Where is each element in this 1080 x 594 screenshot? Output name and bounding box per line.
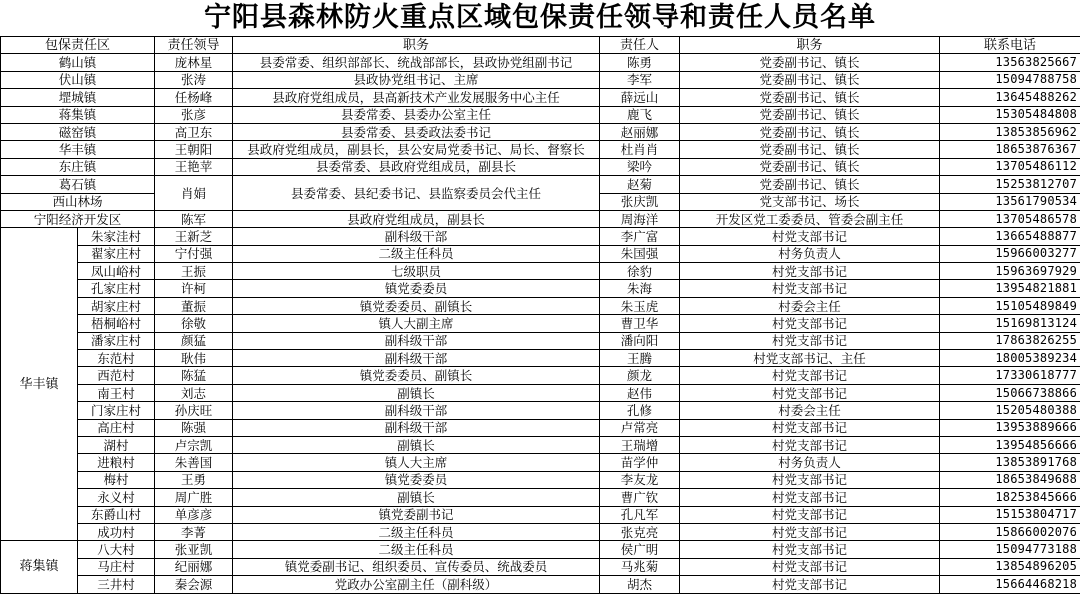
person-post-cell: 党委副书记、镇长 xyxy=(680,158,940,175)
village-cell: 永义村 xyxy=(78,489,155,506)
area-cell: 磁窑镇 xyxy=(1,123,155,140)
person-post-cell: 村党支部书记 xyxy=(680,541,940,558)
table-row xyxy=(1,523,1080,540)
table-row xyxy=(1,367,1080,384)
area-cell: 堽城镇 xyxy=(1,89,155,106)
person-cell: 张克亮 xyxy=(600,523,680,540)
village-cell: 门家庄村 xyxy=(78,402,155,419)
phone-cell: 18653849688 xyxy=(940,471,1080,488)
area-cell: 鹤山镇 xyxy=(1,54,155,71)
table-row xyxy=(1,350,1080,367)
person-cell: 徐豹 xyxy=(600,263,680,280)
town-cell: 蒋集镇 xyxy=(1,541,78,593)
leader-post-cell: 县政协党组书记、主席 xyxy=(233,71,600,88)
leader-post-cell: 县政府党组成员，县高新技术产业发展服务中心主任 xyxy=(233,89,600,106)
person-post-cell: 村党支部书记 xyxy=(680,489,940,506)
table-row xyxy=(1,576,1080,593)
person-post-cell: 村党支部书记 xyxy=(680,332,940,349)
person-post-cell: 村党支部书记 xyxy=(680,419,940,436)
village-cell: 八大村 xyxy=(78,541,155,558)
person-cell: 杜肖肖 xyxy=(600,141,680,158)
table-row xyxy=(1,123,1080,140)
leader-post-cell: 县委常委、县委政法委书记 xyxy=(233,123,600,140)
leader-cell: 卢宗凯 xyxy=(155,436,233,453)
table-row xyxy=(1,489,1080,506)
phone-cell: 18653876367 xyxy=(940,141,1080,158)
leader-cell: 秦会源 xyxy=(155,576,233,593)
person-cell: 李广富 xyxy=(600,228,680,245)
person-post-cell: 党委副书记、镇长 xyxy=(680,176,940,193)
village-cell: 翟家庄村 xyxy=(78,245,155,262)
leader-post-cell: 副科级干部 xyxy=(233,419,600,436)
header-row xyxy=(1,37,1080,54)
leader-post-cell: 县委常委、组织部部长、统战部部长，县政协党组副书记 xyxy=(233,54,600,71)
leader-cell: 许柯 xyxy=(155,280,233,297)
table-row xyxy=(1,245,1080,262)
leader-cell: 王新芝 xyxy=(155,228,233,245)
phone-cell: 18253845666 xyxy=(940,489,1080,506)
person-post-cell: 村党支部书记 xyxy=(680,280,940,297)
header-person-post: 职务 xyxy=(680,37,940,54)
person-post-cell: 村党支部书记 xyxy=(680,471,940,488)
phone-cell: 15153804717 xyxy=(940,506,1080,523)
village-cell: 南王村 xyxy=(78,384,155,401)
person-post-cell: 村委会主任 xyxy=(680,402,940,419)
person-post-cell: 党委副书记、镇长 xyxy=(680,89,940,106)
table-row xyxy=(1,541,1080,558)
leader-post-cell: 镇人大主席 xyxy=(233,454,600,471)
leader-post-cell: 镇党委委员、副镇长 xyxy=(233,367,600,384)
person-cell: 孔修 xyxy=(600,402,680,419)
phone-cell: 13853856962 xyxy=(940,123,1080,140)
person-cell: 李友龙 xyxy=(600,471,680,488)
person-post-cell: 村务负责人 xyxy=(680,454,940,471)
person-post-cell: 村党支部书记 xyxy=(680,436,940,453)
village-cell: 东范村 xyxy=(78,350,155,367)
leader-cell: 董振 xyxy=(155,297,233,314)
table-row xyxy=(1,436,1080,453)
leader-post-cell: 镇党委委员、副镇长 xyxy=(233,297,600,314)
leader-cell: 王艳苹 xyxy=(155,158,233,175)
person-cell: 张庆凯 xyxy=(600,193,680,210)
person-cell: 曹广钦 xyxy=(600,489,680,506)
village-cell: 潘家庄村 xyxy=(78,332,155,349)
phone-cell: 15205480388 xyxy=(940,402,1080,419)
leader-post-cell: 二级主任科员 xyxy=(233,245,600,262)
phone-cell: 15066738866 xyxy=(940,384,1080,401)
roster-body xyxy=(1,54,1080,593)
person-cell: 鹿飞 xyxy=(600,106,680,123)
phone-cell: 13665488877 xyxy=(940,228,1080,245)
leader-post-cell: 党政办公室副主任（副科级） xyxy=(233,576,600,593)
village-cell: 东爵山村 xyxy=(78,506,155,523)
leader-post-cell: 七级职员 xyxy=(233,263,600,280)
person-post-cell: 村党支部书记 xyxy=(680,384,940,401)
leader-post-cell: 县政府党组成员，副县长 xyxy=(233,210,600,227)
phone-cell: 17330618777 xyxy=(940,367,1080,384)
leader-cell: 张彦 xyxy=(155,106,233,123)
person-cell: 周海洋 xyxy=(600,210,680,227)
table-row xyxy=(1,141,1080,158)
person-cell: 赵丽娜 xyxy=(600,123,680,140)
person-post-cell: 开发区党工委委员、管委会副主任 xyxy=(680,210,940,227)
person-cell: 朱国强 xyxy=(600,245,680,262)
phone-cell: 15963697929 xyxy=(940,263,1080,280)
person-post-cell: 村务负责人 xyxy=(680,245,940,262)
header-leader: 责任领导 xyxy=(155,37,233,54)
leader-post-cell: 副科级干部 xyxy=(233,350,600,367)
town-cell: 华丰镇 xyxy=(1,228,78,541)
phone-cell: 13563825667 xyxy=(940,54,1080,71)
leader-post-cell: 县委常委、县纪委书记、县监察委员会代主任 xyxy=(233,176,600,211)
village-cell: 梅村 xyxy=(78,471,155,488)
phone-cell: 15094788758 xyxy=(940,71,1080,88)
phone-cell: 15966003277 xyxy=(940,245,1080,262)
phone-cell: 17863826255 xyxy=(940,332,1080,349)
leader-cell: 张涛 xyxy=(155,71,233,88)
table-row xyxy=(1,263,1080,280)
leader-post-cell: 县政府党组成员，副县长，县公安局党委书记、局长、督察长 xyxy=(233,141,600,158)
phone-cell: 13853891768 xyxy=(940,454,1080,471)
table-row xyxy=(1,106,1080,123)
phone-cell: 15305484808 xyxy=(940,106,1080,123)
leader-cell: 陈猛 xyxy=(155,367,233,384)
phone-cell: 13645488262 xyxy=(940,89,1080,106)
person-cell: 胡杰 xyxy=(600,576,680,593)
leader-post-cell: 镇党委委员 xyxy=(233,280,600,297)
area-cell: 蒋集镇 xyxy=(1,106,155,123)
person-cell: 侯广明 xyxy=(600,541,680,558)
area-cell: 宁阳经济开发区 xyxy=(1,210,155,227)
person-post-cell: 村党支部书记 xyxy=(680,523,940,540)
person-post-cell: 村党支部书记 xyxy=(680,315,940,332)
table-row xyxy=(1,89,1080,106)
person-post-cell: 村党支部书记 xyxy=(680,506,940,523)
leader-post-cell: 副镇长 xyxy=(233,436,600,453)
area-cell: 西山林场 xyxy=(1,193,155,210)
person-cell: 潘向阳 xyxy=(600,332,680,349)
person-cell: 薛远山 xyxy=(600,89,680,106)
phone-cell: 13705486578 xyxy=(940,210,1080,227)
village-cell: 高庄村 xyxy=(78,419,155,436)
village-cell: 孔家庄村 xyxy=(78,280,155,297)
village-cell: 梧桐峪村 xyxy=(78,315,155,332)
phone-cell: 15105489849 xyxy=(940,297,1080,314)
village-cell: 凤山峪村 xyxy=(78,263,155,280)
leader-cell: 陈强 xyxy=(155,419,233,436)
village-cell: 马庄村 xyxy=(78,558,155,575)
table-row xyxy=(1,176,1080,193)
person-cell: 马兆菊 xyxy=(600,558,680,575)
village-cell: 胡家庄村 xyxy=(78,297,155,314)
table-row xyxy=(1,402,1080,419)
table-row xyxy=(1,297,1080,314)
phone-cell: 15866002076 xyxy=(940,523,1080,540)
phone-cell: 13854896205 xyxy=(940,558,1080,575)
phone-cell: 15094773188 xyxy=(940,541,1080,558)
phone-cell: 15253812707 xyxy=(940,176,1080,193)
leader-post-cell: 副镇长 xyxy=(233,489,600,506)
phone-cell: 13705486112 xyxy=(940,158,1080,175)
village-cell: 进粮村 xyxy=(78,454,155,471)
leader-post-cell: 副科级干部 xyxy=(233,332,600,349)
leader-cell: 任杨峰 xyxy=(155,89,233,106)
leader-post-cell: 镇党委副书记、组织委员、宣传委员、统战委员 xyxy=(233,558,600,575)
person-cell: 赵伟 xyxy=(600,384,680,401)
leader-cell: 陈军 xyxy=(155,210,233,227)
leader-post-cell: 县委常委、县政府党组成员，副县长 xyxy=(233,158,600,175)
table-row xyxy=(1,210,1080,227)
leader-cell: 耿伟 xyxy=(155,350,233,367)
phone-cell: 13953889666 xyxy=(940,419,1080,436)
village-cell: 西范村 xyxy=(78,367,155,384)
person-cell: 朱海 xyxy=(600,280,680,297)
leader-post-cell: 镇人大副主席 xyxy=(233,315,600,332)
leader-cell: 李菁 xyxy=(155,523,233,540)
person-cell: 孔凡军 xyxy=(600,506,680,523)
table-row xyxy=(1,280,1080,297)
person-cell: 苗学仲 xyxy=(600,454,680,471)
leader-cell: 王勇 xyxy=(155,471,233,488)
person-post-cell: 党委副书记、镇长 xyxy=(680,141,940,158)
leader-cell: 单彦彦 xyxy=(155,506,233,523)
header-area: 包保责任区 xyxy=(1,37,155,54)
leader-post-cell: 县委常委、县委办公室主任 xyxy=(233,106,600,123)
area-cell: 葛石镇 xyxy=(1,176,155,193)
header-person: 责任人 xyxy=(600,37,680,54)
person-cell: 李军 xyxy=(600,71,680,88)
roster-table xyxy=(0,36,1080,594)
leader-cell: 张亚凯 xyxy=(155,541,233,558)
table-row xyxy=(1,315,1080,332)
leader-post-cell: 镇党委副书记 xyxy=(233,506,600,523)
area-cell: 东庄镇 xyxy=(1,158,155,175)
person-cell: 朱玉虎 xyxy=(600,297,680,314)
table-row xyxy=(1,54,1080,71)
leader-cell: 肖娟 xyxy=(155,176,233,211)
village-cell: 三井村 xyxy=(78,576,155,593)
table-row xyxy=(1,384,1080,401)
table-row xyxy=(1,558,1080,575)
leader-cell: 纪丽娜 xyxy=(155,558,233,575)
table-row xyxy=(1,454,1080,471)
village-cell: 湖村 xyxy=(78,436,155,453)
person-post-cell: 党委副书记、镇长 xyxy=(680,71,940,88)
person-cell: 王腾 xyxy=(600,350,680,367)
person-post-cell: 村委会主任 xyxy=(680,297,940,314)
phone-cell: 13954856666 xyxy=(940,436,1080,453)
person-post-cell: 村党支部书记 xyxy=(680,228,940,245)
table-row xyxy=(1,332,1080,349)
person-post-cell: 村党支部书记 xyxy=(680,558,940,575)
person-cell: 陈勇 xyxy=(600,54,680,71)
phone-cell: 15664468218 xyxy=(940,576,1080,593)
leader-post-cell: 二级主任科员 xyxy=(233,541,600,558)
table-row xyxy=(1,228,1080,245)
person-post-cell: 党委副书记、镇长 xyxy=(680,123,940,140)
table-row xyxy=(1,506,1080,523)
person-cell: 梁吟 xyxy=(600,158,680,175)
person-post-cell: 党委副书记、镇长 xyxy=(680,54,940,71)
leader-cell: 孙庆旺 xyxy=(155,402,233,419)
person-post-cell: 党支部书记、场长 xyxy=(680,193,940,210)
person-post-cell: 村党支部书记 xyxy=(680,367,940,384)
phone-cell: 13954821881 xyxy=(940,280,1080,297)
leader-post-cell: 副科级干部 xyxy=(233,228,600,245)
village-cell: 朱家洼村 xyxy=(78,228,155,245)
leader-post-cell: 副科级干部 xyxy=(233,402,600,419)
area-cell: 华丰镇 xyxy=(1,141,155,158)
header-leader-post: 职务 xyxy=(233,37,600,54)
page-title: 宁阳县森林防火重点区域包保责任领导和责任人员名单 xyxy=(0,0,1080,36)
person-post-cell: 党委副书记、镇长 xyxy=(680,106,940,123)
table-row xyxy=(1,419,1080,436)
village-cell: 成功村 xyxy=(78,523,155,540)
phone-cell: 15169813124 xyxy=(940,315,1080,332)
area-cell: 伏山镇 xyxy=(1,71,155,88)
phone-cell: 13561790534 xyxy=(940,193,1080,210)
leader-post-cell: 副镇长 xyxy=(233,384,600,401)
table-row xyxy=(1,471,1080,488)
person-post-cell: 村党支部书记 xyxy=(680,263,940,280)
table-row xyxy=(1,158,1080,175)
leader-cell: 刘志 xyxy=(155,384,233,401)
leader-cell: 朱善国 xyxy=(155,454,233,471)
leader-post-cell: 二级主任科员 xyxy=(233,523,600,540)
leader-cell: 王振 xyxy=(155,263,233,280)
person-post-cell: 村党支部书记、主任 xyxy=(680,350,940,367)
person-cell: 赵菊 xyxy=(600,176,680,193)
leader-post-cell: 镇党委委员 xyxy=(233,471,600,488)
leader-cell: 徐敬 xyxy=(155,315,233,332)
header-phone: 联系电话 xyxy=(940,37,1080,54)
leader-cell: 王朝阳 xyxy=(155,141,233,158)
leader-cell: 颜猛 xyxy=(155,332,233,349)
leader-cell: 周广胜 xyxy=(155,489,233,506)
person-cell: 卢常亮 xyxy=(600,419,680,436)
leader-cell: 庞林星 xyxy=(155,54,233,71)
table-row xyxy=(1,71,1080,88)
leader-cell: 宁付强 xyxy=(155,245,233,262)
person-post-cell: 村党支部书记 xyxy=(680,576,940,593)
person-cell: 颜龙 xyxy=(600,367,680,384)
leader-cell: 高卫东 xyxy=(155,123,233,140)
phone-cell: 18005389234 xyxy=(940,350,1080,367)
person-cell: 曹卫华 xyxy=(600,315,680,332)
person-cell: 王瑞增 xyxy=(600,436,680,453)
